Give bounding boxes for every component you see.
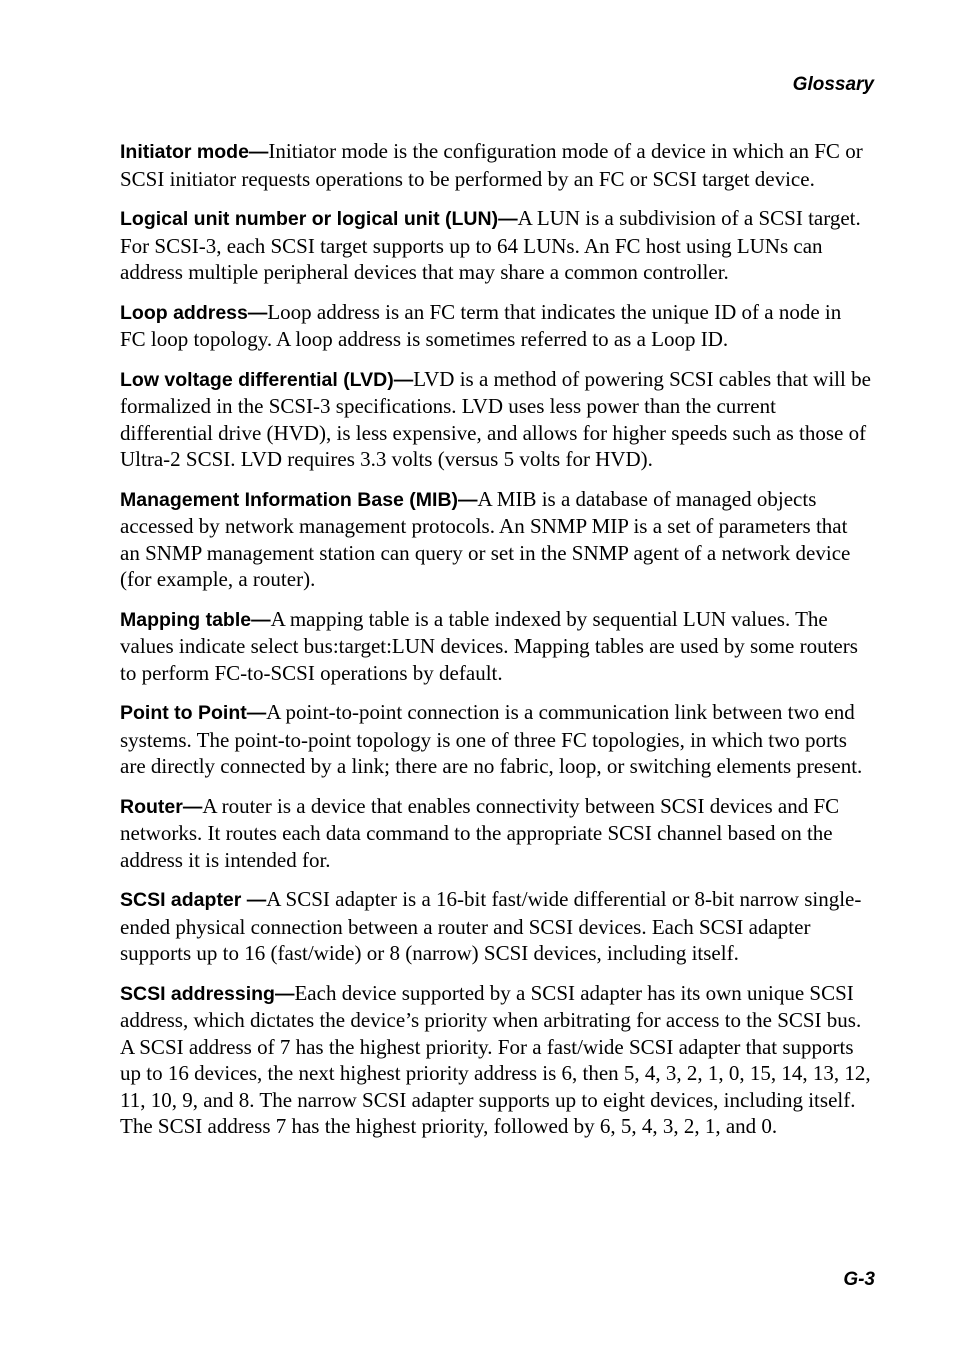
glossary-definition: Each device supported by a SCSI adapter has its own unique SCSI address, which dictates the device’s priority when arbitrating for access to the SCSI bus. A SCSI address of 7 has the highest priority. For a fast/wide SCSI adapter that supports up to 16 devices, the next highest priority address is 6, then 5, 4, 3, 2, 1, 0, 15, 14, 13, 12, 11, 10, 9, and 8. The narrow SCSI adapter supports up to eight devices, including itself. The SCSI address 7 has the highest priority, followed by 6, 5, 4, 3, 2, 1, and 0. xyxy=(120,980,871,1138)
glossary-entry-mib xyxy=(120,486,872,593)
glossary-entry-scsi-adapter xyxy=(120,886,872,967)
glossary-entry-initiator-mode xyxy=(120,138,872,192)
glossary-term: Loop address— xyxy=(120,301,268,324)
glossary-definition: A MIB is a database of managed objects accessed by network management protocols. An SNMP MIP is a set of parameters that an SNMP management station can query or set in the SNMP agent of a network device (for example, a router). xyxy=(120,486,851,591)
glossary-entry-loop-address xyxy=(120,299,872,353)
glossary-definition: LVD is a method of powering SCSI cables that will be formalized in the SCSI-3 specifications. LVD uses less power than the current differential drive (HVD), is less expensive, and allows for higher speeds such as those of Ultra-2 SCSI. LVD requires 3.3 volts (versus 5 volts for HVD). xyxy=(120,366,871,471)
glossary-definition: A mapping table is a table indexed by sequential LUN values. The values indicate select bus:target:LUN devices. Mapping tables are used by some routers to perform FC-to-SCSI operations by default. xyxy=(120,606,858,685)
glossary-term: Management Information Base (MIB)— xyxy=(120,488,478,511)
glossary-term: Mapping table— xyxy=(120,608,271,631)
glossary-definition: A LUN is a subdivision of a SCSI target. For SCSI-3, each SCSI target supports up to 64 LUNs. An FC host using LUNs can address multiple peripheral devices that may share a common controller. xyxy=(120,206,861,284)
glossary-definition: A point-to-point connection is a communication link between two end systems. The point-to-point topology is one of three FC topologies, in which two ports are directly connected by a link; there are no fabric, loop, or switching elements present. xyxy=(120,700,863,778)
glossary-term: Point to Point— xyxy=(120,702,267,724)
glossary-entry-scsi-addressing xyxy=(120,980,872,1140)
glossary-entry-point-to-point xyxy=(120,699,872,780)
glossary-definition: Loop address is an FC term that indicates the unique ID of a node in FC loop topology. A loop address is sometimes referred to as a Loop ID. xyxy=(120,299,842,351)
glossary-term: Initiator mode— xyxy=(120,141,269,163)
glossary-entry-mapping-table xyxy=(120,606,872,687)
glossary-entry-lvd xyxy=(120,366,872,473)
glossary-definition: A SCSI adapter is a 16-bit fast/wide differential or 8-bit narrow single-ended physical connection between a router and SCSI devices. Each SCSI adapter supports up to 16 (fast/wide) or 8 (narrow) SCSI devices, including itself. xyxy=(120,887,862,965)
glossary-term: Low voltage differential (LVD)— xyxy=(120,368,414,391)
running-header: Glossary xyxy=(792,74,874,95)
glossary-term: Logical unit number or logical unit (LUN)— xyxy=(120,208,518,230)
glossary-entries xyxy=(120,138,872,1153)
page-number: G-3 xyxy=(843,1269,875,1290)
glossary-term: SCSI addressing— xyxy=(120,982,295,1005)
glossary-entry-router xyxy=(120,793,872,874)
glossary-entry-lun xyxy=(120,205,872,286)
glossary-definition: A router is a device that enables connectivity between SCSI devices and FC networks. It routes each data command to the appropriate SCSI channel based on the address it is intended for. xyxy=(120,793,840,872)
glossary-term: SCSI adapter — xyxy=(120,889,267,911)
glossary-term: Router— xyxy=(120,795,203,818)
glossary-definition: Initiator mode is the configuration mode of a device in which an FC or SCSI initiator requests operations to be performed by an FC or SCSI target device. xyxy=(120,139,863,191)
